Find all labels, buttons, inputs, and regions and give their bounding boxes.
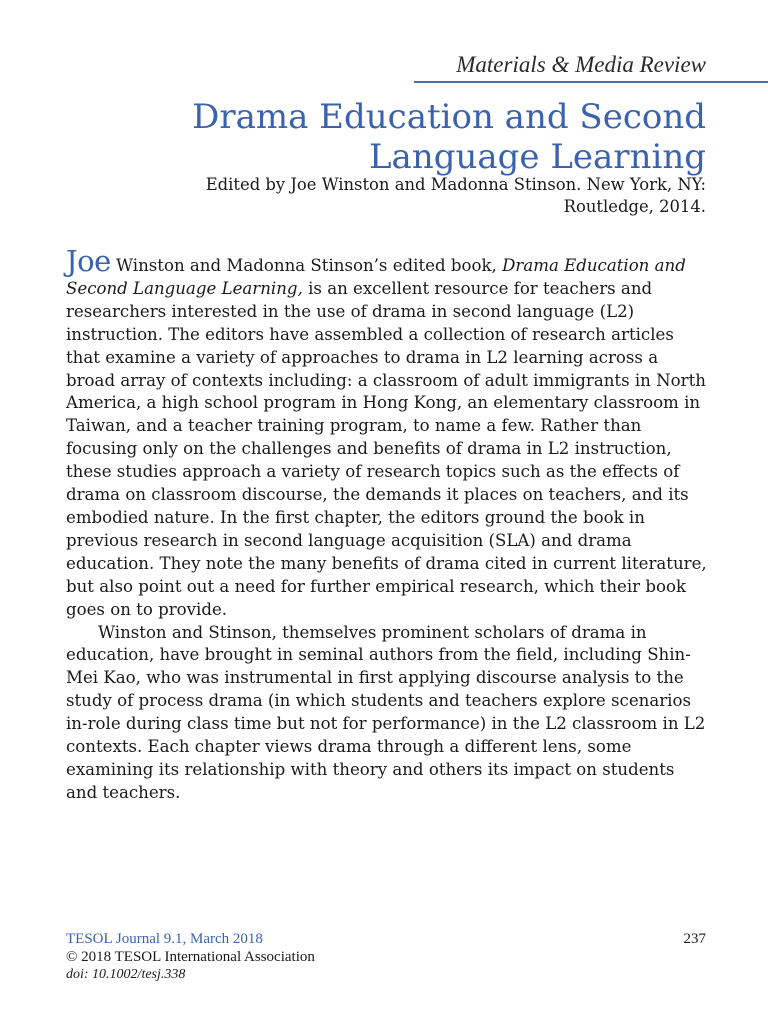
article-byline	[60, 174, 706, 218]
doi-link[interactable]: doi: 10.1002/tesj.338	[66, 967, 186, 982]
article-title	[60, 97, 706, 177]
copyright-notice: © 2018 TESOL International Association	[66, 949, 315, 965]
byline-line-1: Edited by Joe Winston and Madonna Stinson. New York, NY:	[205, 175, 706, 194]
section-divider	[414, 81, 768, 83]
paragraph-1-lead: Winston and Madonna Stinson’s edited book,	[110, 256, 503, 275]
article-body	[66, 244, 710, 805]
section-label: Materials & Media Review	[456, 52, 706, 77]
paragraph-1	[66, 244, 710, 622]
title-line-1: Drama Education and Second	[192, 97, 706, 137]
drop-word: Joe	[66, 244, 111, 278]
paragraph-1-rest: is an excellent resource for teachers and researchers interested in the use of drama in second language (L2) instruction. The editors have assembled a collection of research articles that examine a variety of approaches to drama in L2 learning across a broad array of contexts including: a classroom of adult immigrants in North America, a high school program in Hong Kong, an elementary classroom in Taiwan, and a teacher training program, to name a few. Rather than focusing only on the challenges and benefits of drama in L2 instruction, these studies approach a variety of research topics such as the effects of drama on classroom discourse, the demands it places on teachers, and its embodied nature. In the first chapter, the editors ground the book in previous research in second language acquisition (SLA) and drama education. They note the many benefits of drama cited in current literature, but also point out a need for further empirical research, which their book goes on to provide.	[66, 278, 707, 619]
byline-line-2: Routledge, 2014.	[563, 197, 706, 216]
journal-citation: TESOL Journal 9.1, March 2018	[66, 931, 263, 947]
title-line-2: Language Learning	[368, 137, 706, 177]
book-title: Drama Education and Second Language Learning,	[66, 256, 686, 298]
paragraph-2: Winston and Stinson, themselves prominent scholars of drama in education, have brought in seminal authors from the field, including Shin-Mei Kao, who was instrumental in first applying discourse analysis to the study of process drama (in which students and teachers explore scenarios in-role during class time but not for performance) in the L2 classroom in L2 contexts. Each chapter views drama through a different lens, some examining its relationship with theory and others its impact on students and teachers.	[66, 622, 706, 802]
page-number: 237	[683, 931, 706, 947]
